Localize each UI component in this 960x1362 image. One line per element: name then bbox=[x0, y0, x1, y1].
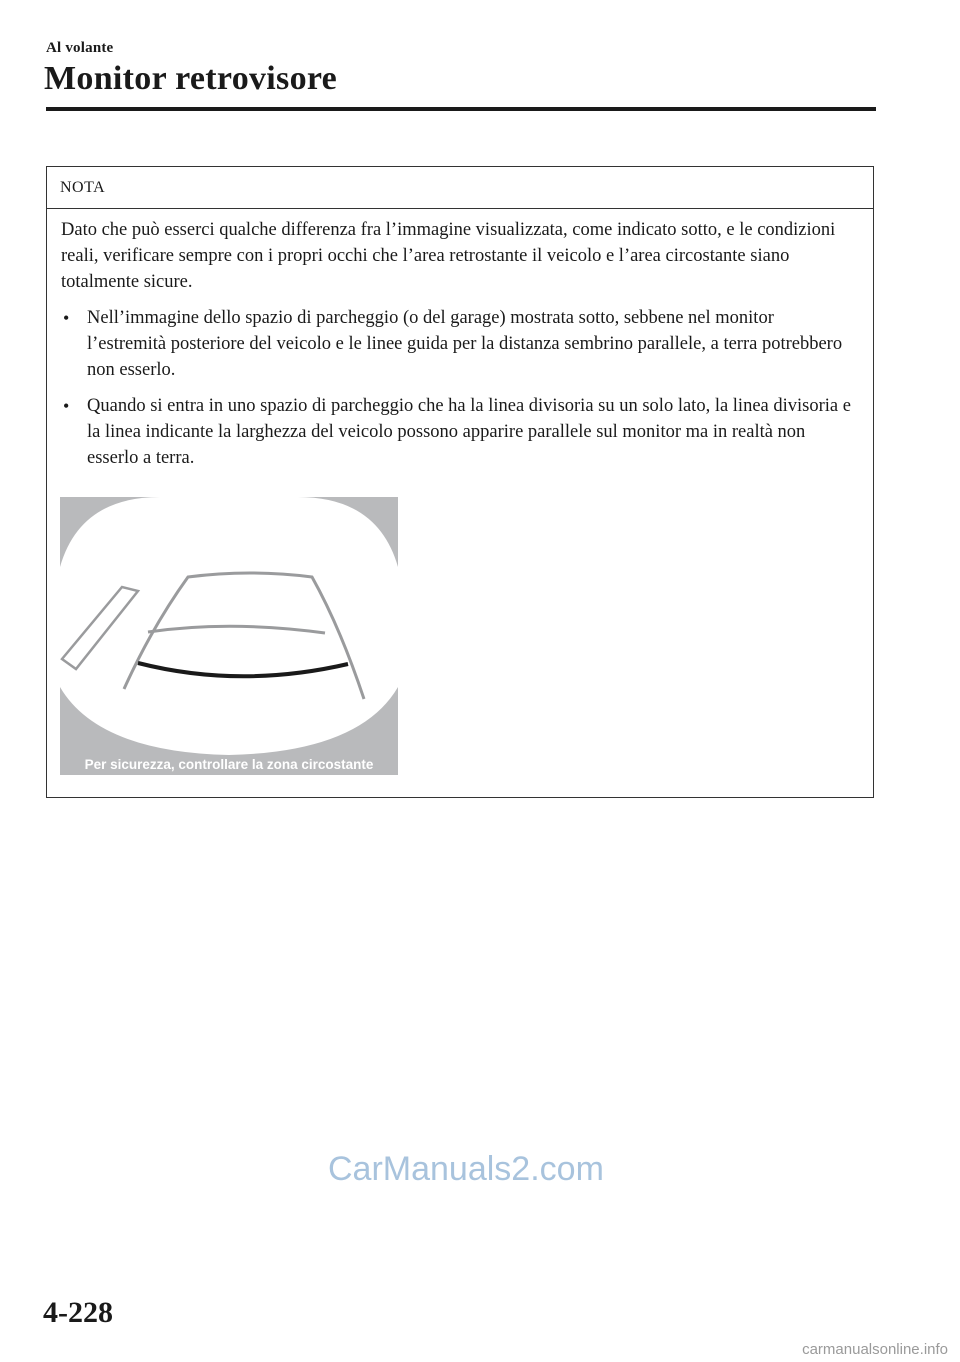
note-header: NOTA bbox=[47, 167, 873, 209]
page-number: 4-228 bbox=[43, 1296, 113, 1329]
rear-camera-illustration bbox=[60, 497, 398, 775]
bullet-icon: • bbox=[63, 396, 70, 416]
rear-camera-view-graphic bbox=[60, 497, 398, 775]
title-divider bbox=[46, 107, 876, 111]
watermark: CarManuals2.com bbox=[328, 1150, 604, 1188]
note-bullet bbox=[61, 305, 857, 383]
note-box bbox=[46, 166, 874, 798]
section-label: Al volante bbox=[46, 40, 114, 56]
bullet-text: Nell’immagine dello spazio di parcheggio (o del garage) mostrata sotto, sebbene nel monitor l’estremità posteriore del veicolo e le linee guida per la distanza sembrino parallele, a terra potrebbero non esserlo. bbox=[87, 308, 843, 380]
page-title: Monitor retrovisore bbox=[44, 60, 338, 97]
bullet-text: Quando si entra in uno spazio di parcheggio che ha la linea divisoria su un solo lato, la linea divisoria e la linea indicante la larghezza del veicolo possono apparire parallele sul monitor ma in realtà non esserlo a terra. bbox=[87, 396, 851, 468]
bullet-icon: • bbox=[63, 308, 70, 328]
note-intro: Dato che può esserci qualche differenza fra l’immagine visualizzata, come indicato sotto, e le condizioni reali, verificare sempre con i propri occhi che l’area retrostante il veicolo e l’area circostante siano totalmente sicure. bbox=[61, 220, 836, 292]
footer-site-link[interactable]: carmanualsonline.info bbox=[802, 1341, 948, 1358]
camera-caption: Per sicurezza, controllare la zona circostante bbox=[84, 757, 374, 772]
note-bullet bbox=[61, 393, 857, 471]
note-body bbox=[47, 209, 873, 471]
